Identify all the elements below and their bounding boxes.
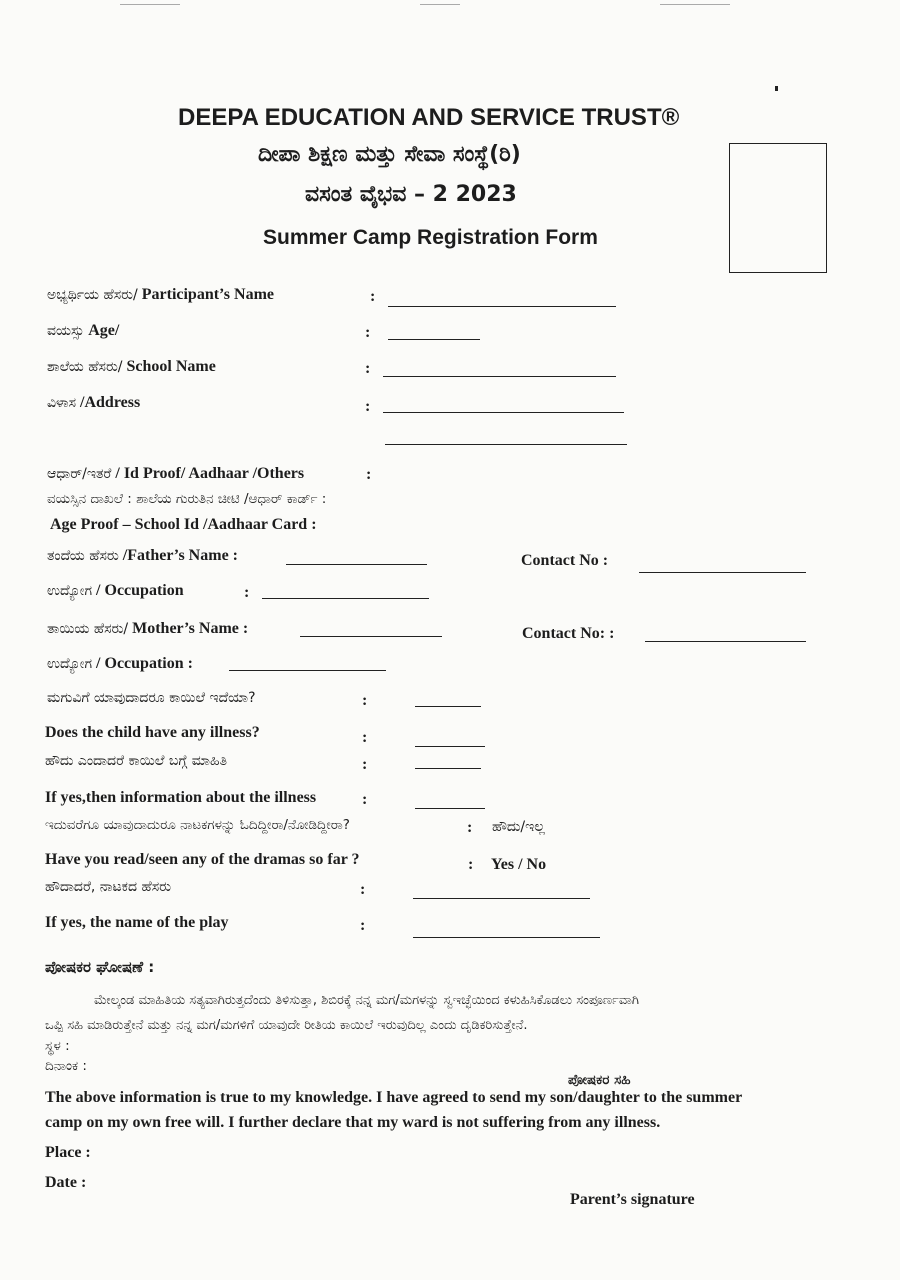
mother-name-field[interactable] [300,636,442,637]
signature-label-en: Parent’s signature [570,1191,695,1208]
colon: : [362,729,368,746]
father-occupation-label: ಉದ್ಯೋಗ / Occupation [47,582,184,599]
org-name-kn: ದೀಪಾ ಶಿಕ್ಷಣ ಮತ್ತು ಸೇವಾ ಸಂಸ್ಥೆ(ರಿ) [258,142,521,167]
mother-occupation-label: ಉದ್ಯೋಗ / Occupation : [47,655,193,672]
play-name-label-en: If yes, the name of the play [45,914,229,931]
date-label-en: Date : [45,1174,87,1191]
org-name-en: DEEPA EDUCATION AND SERVICE TRUST® [178,104,680,131]
play-name-field-en[interactable] [413,937,600,938]
dramas-answer-en[interactable]: Yes / No [491,856,547,873]
participant-name-label: ಅಭ್ಯರ್ಥಿಯ ಹೆಸರು/ Participant’s Name [47,286,274,303]
illness-field[interactable] [415,706,481,707]
play-name-label-kn: ಹೌದಾದರೆ, ನಾಟಕದ ಹೆಸರು [45,879,172,895]
event-title: ವಸಂತ ವೈಭವ – 2 2023 [305,182,517,207]
father-name-field[interactable] [286,564,427,565]
father-contact-field[interactable] [639,572,806,573]
dramas-label-en: Have you read/seen any of the dramas so far ? [45,851,360,868]
father-name-label: ತಂದೆಯ ಹೆಸರು /Father’s Name : [47,547,238,564]
age-label: ವಯಸ್ಸು Age/ [47,322,120,339]
form-title: Summer Camp Registration Form [263,226,598,249]
father-occupation-field[interactable] [262,598,429,599]
colon: : [360,917,366,934]
dramas-label-kn: ಇದುವರೆಗೂ ಯಾವುದಾದುರೂ ನಾಟಕಗಳನ್ನು ಓದಿದ್ದೀರಾ/ನೋಡಿದ್ದೀರಾ? [45,817,350,833]
colon: : [362,692,368,709]
photo-box [729,143,827,273]
declaration-en-line-2: camp on my own free will. I further declare that my ward is not suffering from any illness. [45,1114,661,1131]
id-proof-label: ಆಧಾರ್/ಇತರೆ / Id Proof/ Aadhaar /Others [47,465,305,482]
declaration-kn-line-2: ಒಪ್ಪಿ ಸಹಿ ಮಾಡಿರುತ್ತೇನೆ ಮತ್ತು ನನ್ನ ಮಗ/ಮಗಳಿಗೆ ಯಾವುದೇ ರೀತಿಯ ಕಾಯಿಲೆ ಇರುವುದಿಲ್ಲ ಎಂದು ದೃಡಿಕರಿಸುತ್ತೇನೆ. [45,1018,528,1033]
illness-info-label-en: If yes,then information about the illness [45,789,317,806]
declaration-heading: ಪೋಷಕರ ಘೋಷಣೆ : [45,958,155,976]
place-label-kn: ಸ್ಥಳ : [45,1038,70,1054]
age-proof-label-en: Age Proof – School Id /Aadhaar Card : [50,516,317,533]
place-label-en: Place : [45,1144,91,1161]
father-contact-label: Contact No : [521,552,609,569]
illness-label-kn: ಮಗುವಿಗೆ ಯಾವುದಾದರೂ ಕಾಯಿಲೆ ಇದೆಯಾ? [47,690,256,706]
mother-occupation-field[interactable] [229,670,386,671]
play-name-field[interactable] [413,898,590,899]
colon: : [370,288,376,305]
date-label-kn: ದಿನಾಂಕ : [45,1058,87,1074]
colon: : [467,819,473,836]
school-name-field[interactable] [383,376,616,377]
scan-artifact [660,4,730,5]
age-proof-label-kn: ವಯಸ್ಸಿನ ದಾಖಲೆ : ಶಾಲೆಯ ಗುರುತಿನ ಚೀಟಿ /ಆಧಾರ್ ಕಾರ್ಡ್ : [47,491,327,507]
illness-info-label-kn: ಹೌದು ಎಂದಾದರೆ ಕಾಯಿಲೆ ಬಗ್ಗೆ ಮಾಹಿತಿ [45,753,228,769]
address-label: ವಿಳಾಸ /Address [47,394,141,411]
colon: : [244,584,250,601]
scan-artifact [120,4,180,5]
colon: : [366,466,372,483]
illness-info-field[interactable] [415,768,481,769]
colon: : [360,881,366,898]
mother-name-label: ತಾಯಿಯ ಹೆಸರು/ Mother’s Name : [47,620,249,637]
colon: : [362,791,368,808]
colon: : [468,856,474,873]
participant-name-field[interactable] [388,306,616,307]
mother-contact-field[interactable] [645,641,806,642]
dramas-answer-kn: ಹೌದು/ಇಲ್ಲ [492,819,545,835]
address-field-line-2[interactable] [385,444,627,445]
illness-field-en[interactable] [415,746,485,747]
mother-contact-label: Contact No: : [522,625,615,642]
colon: : [365,398,371,415]
address-field-line-1[interactable] [383,412,624,413]
illness-label-en: Does the child have any illness? [45,724,260,741]
colon: : [365,360,371,377]
age-field[interactable] [388,339,480,340]
declaration-en-line-1: The above information is true to my knowledge. I have agreed to send my son/daughter to the summer [45,1089,743,1106]
declaration-kn-line-1: ಮೇಲ್ಕಂಡ ಮಾಹಿತಿಯ ಸತ್ಯವಾಗಿರುತ್ತದೆಂದು ತಿಳಿಸುತ್ತಾ, ಶಿಬಿರಕ್ಕೆ ನನ್ನ ಮಗ/ಮಗಳನ್ನು ಸ್ವಇಚ್ಛೆಯಿಂದ ಕಳುಹಿಸಿಕೊಡಲು ಸಂಪೂರ್ಣವಾಗಿ [94,993,639,1008]
school-name-label: ಶಾಲೆಯ ಹೆಸರು/ School Name [47,358,216,375]
colon: : [365,324,371,341]
scan-artifact [420,4,460,5]
illness-info-field-en[interactable] [415,808,485,809]
scan-dot [775,86,778,91]
signature-label-kn: ಪೋಷಕರ ಸಹಿ [568,1072,631,1088]
colon: : [362,756,368,773]
